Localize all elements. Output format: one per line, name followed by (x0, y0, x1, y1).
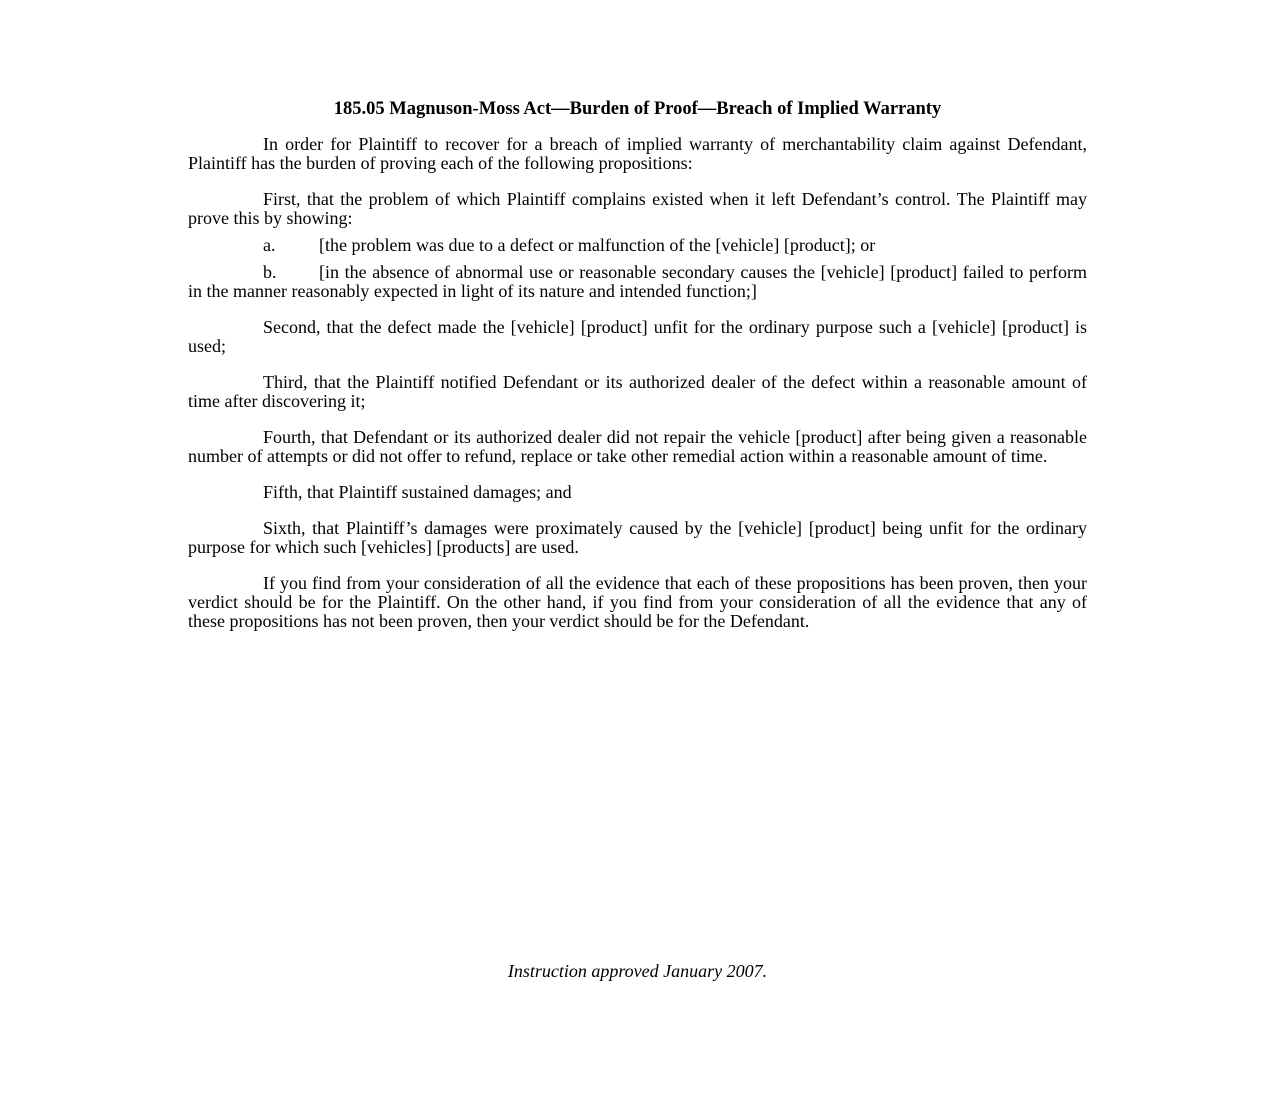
fourth-proposition: Fourth, that Defendant or its authorized dealer did not repair the vehicle [product] after being given a reasonable number of attempts or did not offer to refund, replace or take other remedial action within a reasonable amount of time. (188, 427, 1087, 466)
approval-note: Instruction approved January 2007. (507, 961, 768, 981)
list-item-a (188, 236, 1087, 255)
intro-paragraph: In order for Plaintiff to recover for a breach of implied warranty of merchantability claim against Defendant, Plaintiff has the burden of proving each of the following propositions: (188, 134, 1087, 173)
third-proposition: Third, that the Plaintiff notified Defendant or its authorized dealer of the defect within a reasonable amount of time after discovering it; (188, 372, 1087, 411)
page-title: 185.05 Magnuson-Moss Act—Burden of Proof—Breach of Implied Warranty (333, 99, 942, 119)
second-proposition: Second, that the defect made the [vehicle] [product] unfit for the ordinary purpose such a [vehicle] [product] is used; (188, 317, 1087, 356)
first-proposition: First, that the problem of which Plaintiff complains existed when it left Defendant’s control. The Plaintiff may prove this by showing: (188, 189, 1087, 228)
list-item-text: [in the absence of abnormal use or reasonable secondary causes the [vehicle] [product] failed to perform in the manner reasonably expected in light of its nature and intended function;] (188, 262, 1087, 301)
document-body (188, 98, 1087, 648)
sixth-proposition: Sixth, that Plaintiff’s damages were proximately caused by the [vehicle] [product] being unfit for the ordinary purpose for which such [vehicles] [products] are used. (188, 518, 1087, 557)
list-marker: a. (263, 235, 276, 255)
list-marker: b. (263, 262, 277, 282)
fifth-proposition: Fifth, that Plaintiff sustained damages; and (263, 482, 572, 502)
conclusion-paragraph: If you find from your consideration of all the evidence that each of these propositions has been proven, then your verdict should be for the Plaintiff. On the other hand, if you find from your consideration of all the evidence that any of these propositions has not been proven, then your verdict should be for the Defendant. (188, 573, 1087, 631)
list-item-b (188, 263, 1087, 301)
list-item-text: [the problem was due to a defect or malfunction of the [vehicle] [product]; or (319, 235, 876, 255)
